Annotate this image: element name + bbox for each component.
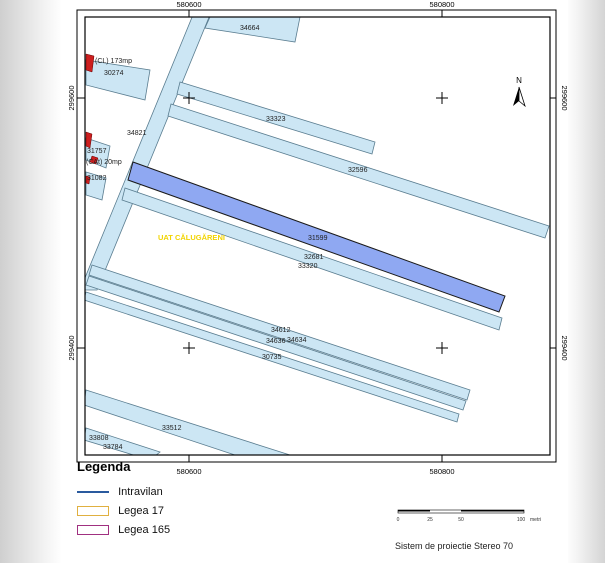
scale-tick-label: 25 [427, 517, 433, 523]
parcel-label: 34664 [240, 25, 260, 32]
northing-label-right-1: 299600 [560, 85, 569, 111]
easting-label-bottom-1: 580600 [176, 467, 202, 476]
easting-label-bottom-2: 580800 [429, 467, 455, 476]
parcel-label: 31757 [87, 148, 107, 155]
scale-tick-label: 0 [396, 517, 400, 523]
projection-text: Sistem de proiectie Stereo 70 [395, 541, 514, 551]
parcel-30274[interactable] [86, 60, 150, 100]
parcel-label: 33323 [266, 116, 286, 123]
parcel-label: 34821 [127, 130, 147, 137]
parcel-label: 33784 [103, 444, 123, 451]
legend-box-swatch [77, 506, 109, 516]
parcel-label: 33512 [162, 425, 182, 432]
scale-bar [397, 510, 542, 523]
parcel-label: 33320 [298, 263, 318, 270]
north-letter: N [516, 76, 522, 85]
easting-label-top-1: 580600 [176, 0, 202, 9]
legend-item-label: Intravilan [118, 486, 163, 499]
parcel-label: 32596 [348, 167, 368, 174]
parcel-label: 30735 [262, 354, 282, 361]
parcel-label: 32681 [304, 254, 324, 261]
legend-item-label: Legea 17 [118, 505, 164, 518]
parcel-label: 34634 [287, 337, 307, 344]
parcel-label: (CL) 173mp [95, 58, 132, 65]
parcel-label: 34612 [271, 327, 291, 334]
legend-box-swatch [77, 525, 109, 535]
easting-label-top-2: 580800 [429, 0, 455, 9]
parcel-label: (CAt) 20mp [86, 159, 122, 166]
scale-tick-label: 100 [516, 517, 526, 523]
parcel-label: 33808 [89, 435, 109, 442]
northing-label-left-1: 299600 [67, 85, 76, 111]
northing-label-left-2: 299400 [67, 335, 76, 361]
scale-tick-label: 50 [458, 517, 464, 523]
legend-item-intravilan [77, 486, 163, 498]
place-label: UAT CĂLUGĂRENI [158, 233, 225, 242]
legend-item-legea-165 [77, 524, 170, 536]
legend-item-legea-17 [77, 505, 164, 517]
legend-line-swatch [77, 491, 109, 493]
legend-title: Legenda [77, 459, 131, 474]
north-arrow-icon [513, 76, 525, 106]
legend-item-label: Legea 165 [118, 524, 171, 537]
parcel-label: 31082 [87, 175, 107, 182]
parcel-label: 34636 [266, 338, 286, 345]
parcel-label: 31599 [308, 235, 328, 242]
northing-label-right-2: 299400 [560, 335, 569, 361]
scale-unit: metri [530, 517, 542, 523]
parcel-label: 30274 [104, 70, 124, 77]
